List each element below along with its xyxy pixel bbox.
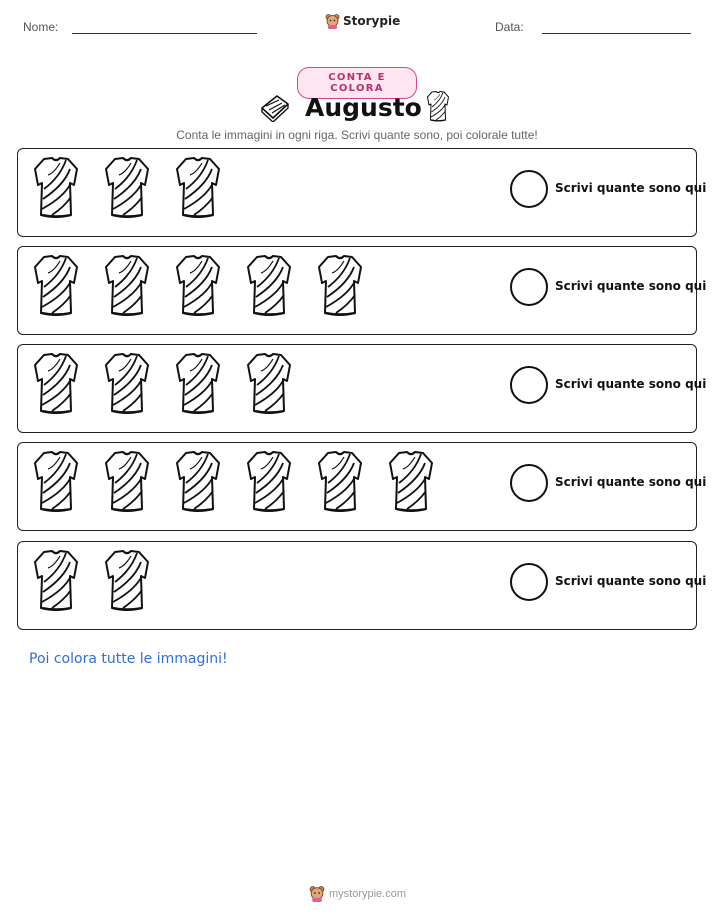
activity-badge: CONTA E COLORA	[297, 67, 417, 99]
answer-prompt: Scrivi quante sono qui	[555, 377, 707, 391]
sandal-icon	[259, 92, 291, 122]
answer-prompt: Scrivi quante sono qui	[555, 181, 707, 195]
date-line[interactable]	[542, 33, 691, 34]
toga-icon	[30, 351, 82, 417]
toga-icon	[425, 90, 451, 123]
toga-icon	[172, 449, 224, 515]
count-row-4	[17, 442, 707, 531]
instructions: Conta le immagini in ogni riga. Scrivi quante sono, poi colorale tutte!	[176, 128, 538, 142]
toga-icon	[172, 253, 224, 319]
toga-icon	[314, 449, 366, 515]
toga-icon	[314, 253, 366, 319]
footer	[309, 885, 406, 902]
toga-icon	[30, 155, 82, 221]
brand-logo	[325, 13, 400, 29]
answer-prompt: Scrivi quante sono qui	[555, 279, 707, 293]
count-row-5	[17, 541, 707, 630]
toga-icon	[101, 449, 153, 515]
toga-icon	[30, 449, 82, 515]
toga-icon	[243, 253, 295, 319]
count-row-1	[17, 148, 707, 237]
bear-mascot-icon	[325, 13, 340, 29]
answer-circle[interactable]	[510, 268, 548, 306]
brand-name: Storypie	[343, 14, 401, 28]
toga-icon	[172, 155, 224, 221]
toga-icon	[101, 548, 153, 614]
name-label: Nome:	[23, 20, 59, 34]
toga-icon	[101, 351, 153, 417]
toga-icon	[385, 449, 437, 515]
toga-icon	[30, 548, 82, 614]
bear-mascot-icon	[309, 885, 325, 902]
answer-circle[interactable]	[510, 366, 548, 404]
toga-icon	[101, 253, 153, 319]
count-row-2	[17, 246, 707, 335]
page-title: Augusto	[305, 93, 422, 122]
color-instruction: Poi colora tutte le immagini!	[29, 651, 228, 667]
footer-url[interactable]: mystorypie.com	[329, 887, 407, 900]
answer-prompt: Scrivi quante sono qui	[555, 475, 707, 489]
toga-icon	[243, 449, 295, 515]
toga-icon	[172, 351, 224, 417]
toga-icon	[101, 155, 153, 221]
answer-circle[interactable]	[510, 464, 548, 502]
date-label: Data:	[495, 20, 524, 34]
answer-prompt: Scrivi quante sono qui	[555, 574, 707, 588]
name-line[interactable]	[72, 33, 257, 34]
answer-circle[interactable]	[510, 170, 548, 208]
count-row-3	[17, 344, 707, 433]
toga-icon	[243, 351, 295, 417]
answer-circle[interactable]	[510, 563, 548, 601]
toga-icon	[30, 253, 82, 319]
